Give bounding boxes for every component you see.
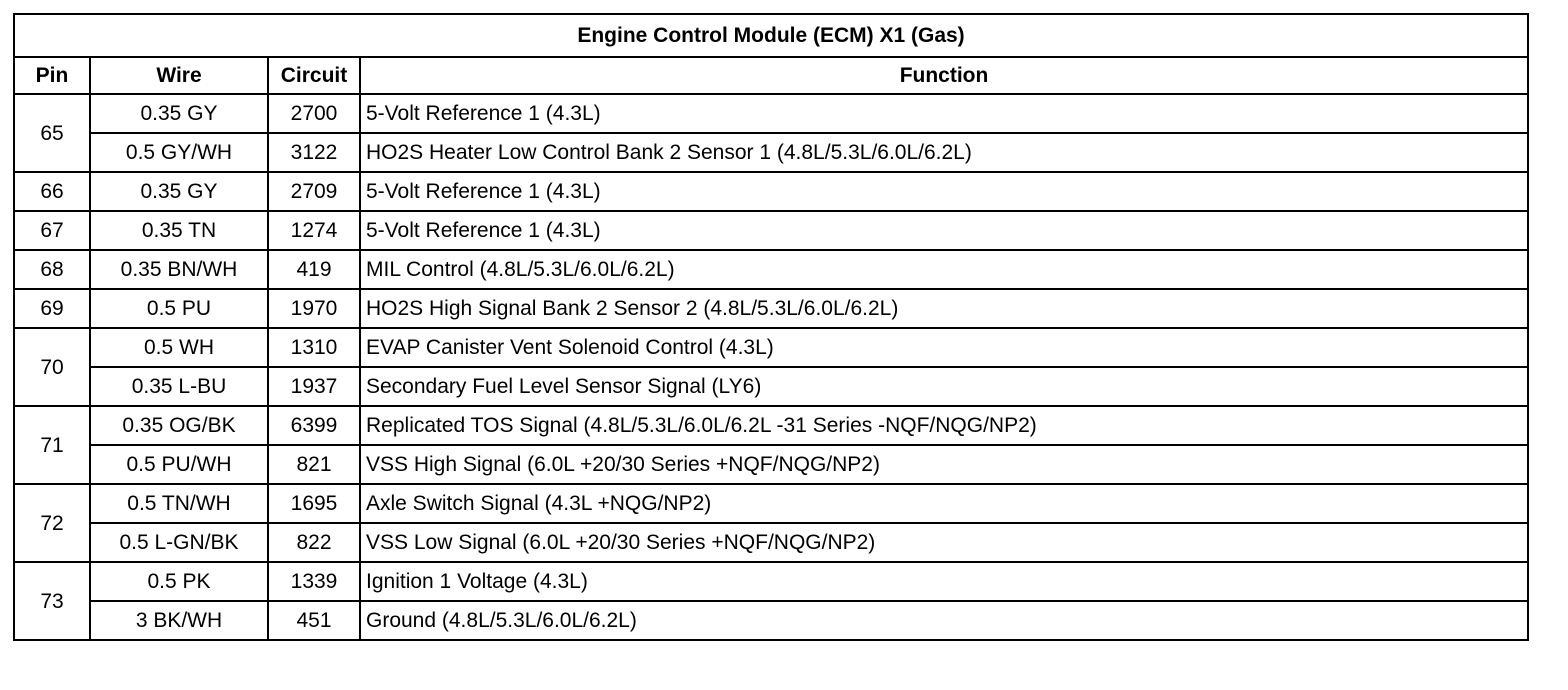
- circuit-cell: 1695: [268, 484, 360, 523]
- table-row: [14, 328, 1528, 367]
- table-row: [14, 172, 1528, 211]
- table-row: [14, 484, 1528, 523]
- table-title-row: [14, 14, 1528, 57]
- wire-cell: 0.35 BN/WH: [90, 250, 268, 289]
- table-row: [14, 367, 1528, 406]
- table-row: [14, 250, 1528, 289]
- table-row: [14, 523, 1528, 562]
- circuit-cell: 1970: [268, 289, 360, 328]
- function-cell: 5-Volt Reference 1 (4.3L): [360, 211, 1528, 250]
- wire-cell: 0.35 OG/BK: [90, 406, 268, 445]
- header-circuit: Circuit: [268, 57, 360, 94]
- table-row: [14, 406, 1528, 445]
- wire-cell: 0.5 WH: [90, 328, 268, 367]
- circuit-cell: 822: [268, 523, 360, 562]
- circuit-cell: 2700: [268, 94, 360, 133]
- circuit-cell: 2709: [268, 172, 360, 211]
- pin-cell: 71: [14, 406, 90, 484]
- wire-cell: 0.5 L-GN/BK: [90, 523, 268, 562]
- circuit-cell: 451: [268, 601, 360, 640]
- function-cell: Ignition 1 Voltage (4.3L): [360, 562, 1528, 601]
- circuit-cell: 419: [268, 250, 360, 289]
- pin-cell: 69: [14, 289, 90, 328]
- function-cell: VSS Low Signal (6.0L +20/30 Series +NQF/NQG/NP2): [360, 523, 1528, 562]
- wire-cell: 0.35 TN: [90, 211, 268, 250]
- header-pin: Pin: [14, 57, 90, 94]
- circuit-cell: 1937: [268, 367, 360, 406]
- function-cell: HO2S High Signal Bank 2 Sensor 2 (4.8L/5.3L/6.0L/6.2L): [360, 289, 1528, 328]
- circuit-cell: 1339: [268, 562, 360, 601]
- function-cell: Replicated TOS Signal (4.8L/5.3L/6.0L/6.2L -31 Series -NQF/NQG/NP2): [360, 406, 1528, 445]
- header-function: Function: [360, 57, 1528, 94]
- function-cell: MIL Control (4.8L/5.3L/6.0L/6.2L): [360, 250, 1528, 289]
- circuit-cell: 821: [268, 445, 360, 484]
- function-cell: Axle Switch Signal (4.3L +NQG/NP2): [360, 484, 1528, 523]
- function-cell: EVAP Canister Vent Solenoid Control (4.3L): [360, 328, 1528, 367]
- ecm-connector-table: [13, 13, 1529, 641]
- wire-cell: 0.35 GY: [90, 172, 268, 211]
- circuit-cell: 1274: [268, 211, 360, 250]
- table-header-row: [14, 57, 1528, 94]
- table-row: [14, 289, 1528, 328]
- header-wire: Wire: [90, 57, 268, 94]
- function-cell: VSS High Signal (6.0L +20/30 Series +NQF/NQG/NP2): [360, 445, 1528, 484]
- wire-cell: 0.5 PU/WH: [90, 445, 268, 484]
- table-row: [14, 562, 1528, 601]
- wire-cell: 0.5 PK: [90, 562, 268, 601]
- function-cell: HO2S Heater Low Control Bank 2 Sensor 1 (4.8L/5.3L/6.0L/6.2L): [360, 133, 1528, 172]
- function-cell: 5-Volt Reference 1 (4.3L): [360, 94, 1528, 133]
- table-row: [14, 445, 1528, 484]
- wire-cell: 3 BK/WH: [90, 601, 268, 640]
- function-cell: Secondary Fuel Level Sensor Signal (LY6): [360, 367, 1528, 406]
- wire-cell: 0.5 GY/WH: [90, 133, 268, 172]
- pin-cell: 65: [14, 94, 90, 172]
- function-cell: Ground (4.8L/5.3L/6.0L/6.2L): [360, 601, 1528, 640]
- table-row: [14, 133, 1528, 172]
- pin-cell: 72: [14, 484, 90, 562]
- table-body: [14, 94, 1528, 640]
- wire-cell: 0.35 L-BU: [90, 367, 268, 406]
- table-row: [14, 94, 1528, 133]
- wire-cell: 0.5 TN/WH: [90, 484, 268, 523]
- function-cell: 5-Volt Reference 1 (4.3L): [360, 172, 1528, 211]
- circuit-cell: 6399: [268, 406, 360, 445]
- pin-cell: 68: [14, 250, 90, 289]
- table-title: Engine Control Module (ECM) X1 (Gas): [14, 14, 1528, 57]
- circuit-cell: 3122: [268, 133, 360, 172]
- table-row: [14, 211, 1528, 250]
- table-row: [14, 601, 1528, 640]
- wire-cell: 0.5 PU: [90, 289, 268, 328]
- pin-cell: 73: [14, 562, 90, 640]
- pin-cell: 70: [14, 328, 90, 406]
- circuit-cell: 1310: [268, 328, 360, 367]
- pin-cell: 67: [14, 211, 90, 250]
- pin-cell: 66: [14, 172, 90, 211]
- wire-cell: 0.35 GY: [90, 94, 268, 133]
